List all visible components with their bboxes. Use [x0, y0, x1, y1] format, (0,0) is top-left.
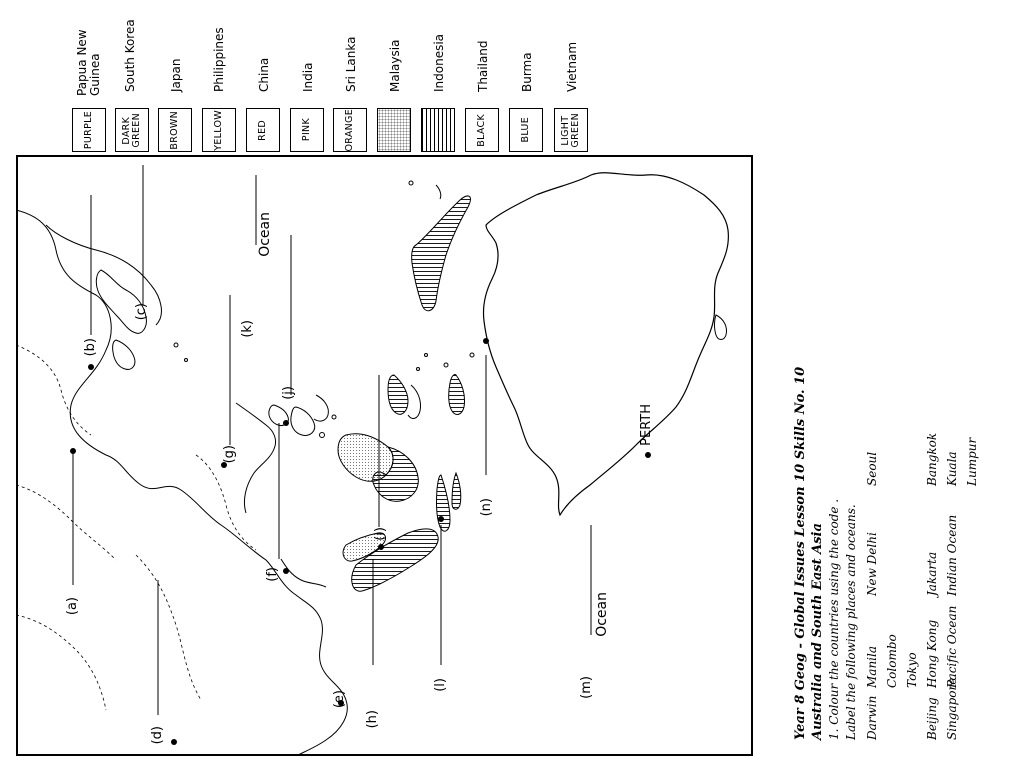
country-label-sri-lanka: Sri Lanka [344, 36, 358, 92]
ocean-label-bottom: Ocean [594, 592, 610, 637]
map-of-australia-and-southeast-asia [16, 155, 753, 756]
place-item: Indian Ocean [945, 514, 959, 596]
timor [452, 473, 461, 509]
map-label-e: (e) [332, 690, 347, 709]
city-dot-b [88, 364, 94, 370]
map-label-l: (l) [433, 678, 448, 692]
map-label-n: (n) [479, 498, 494, 517]
key-box-burma [509, 108, 543, 152]
place-item: Manila Colombo Tokyo [865, 634, 919, 688]
place-item: Jakarta [925, 551, 939, 596]
map-label-j: (j) [281, 386, 296, 400]
java [436, 475, 450, 531]
place-item: Pacific Ocean [945, 605, 959, 688]
australia-continent [483, 173, 728, 515]
city-dot-i [378, 544, 384, 550]
city-dot-j [283, 420, 289, 426]
key-box-south-korea [115, 108, 149, 152]
country-label-japan: Japan [169, 58, 183, 92]
country-label-papua-new-guinea: Papua New Guinea [75, 29, 102, 96]
map-label-c: (c) [134, 303, 149, 321]
country-borders [16, 345, 256, 710]
place-item: Beijing [925, 697, 939, 740]
places-list [862, 380, 982, 740]
country-label-thailand: Thailand [476, 40, 490, 92]
city-dot-d [171, 739, 177, 745]
country-label-philippines: Philippines [212, 27, 226, 92]
key-code-dark-green: DARK GREEN [121, 112, 142, 148]
task-title: Year 8 Geog - Global Issues Lesson 10 Skills No. 10 [793, 366, 808, 740]
task-instruction-1: 1. Colour the countries using the code . [827, 498, 841, 740]
task-subtitle: Australia and South East Asia [810, 523, 825, 740]
ocean-label-top: Ocean [257, 212, 273, 257]
map-label-b: (b) [83, 338, 98, 357]
key-code-blue: BLUE [520, 117, 531, 143]
place-item: Seoul [865, 451, 879, 486]
key-code-pink: PINK [301, 118, 312, 142]
place-item: Darwin [865, 695, 879, 740]
key-box-indonesia [421, 108, 455, 152]
country-label-burma: Burma [520, 52, 534, 92]
map-label-k: (k) [240, 320, 255, 338]
tasmania [715, 315, 727, 340]
map-label-a: (a) [65, 597, 80, 616]
key-box-malaysia [377, 108, 411, 152]
country-label-south-korea: South Korea [123, 19, 137, 92]
eastern-indonesia-islands [388, 353, 474, 418]
key-box-japan [158, 108, 192, 152]
place-item: Bangkok [925, 432, 939, 486]
key-code-orange: ORANGE [344, 108, 355, 152]
key-box-china [246, 108, 280, 152]
key-code-red: RED [257, 119, 268, 141]
city-dot-perth [645, 452, 651, 458]
city-dot-f [283, 568, 289, 574]
asian-mainland [16, 210, 347, 756]
label-leader-lines [73, 165, 594, 715]
map-label-f: (f) [265, 567, 280, 582]
task-instruction-2: Label the following places and oceans. [844, 504, 858, 740]
map-label-d: (d) [150, 726, 165, 745]
map-label-h: (h) [365, 710, 380, 729]
country-label-indonesia: Indonesia [432, 33, 446, 92]
key-box-sri-lanka [333, 108, 367, 152]
country-label-vietnam: Vietnam [565, 41, 579, 92]
perth-label: PERTH [639, 404, 654, 446]
place-item: Singapore [945, 677, 959, 740]
city-dot-l [438, 516, 444, 522]
key-box-thailand [465, 108, 499, 152]
map-label-g: (g) [222, 445, 237, 464]
place-item: Hong Kong [925, 619, 939, 688]
key-box-philippines [202, 108, 236, 152]
place-item: New Delhi [865, 532, 879, 596]
country-label-china: China [257, 57, 271, 92]
task-instructions [792, 366, 982, 740]
key-code-brown: BROWN [169, 110, 180, 150]
key-code-black: BLACK [476, 113, 487, 147]
new-guinea [412, 196, 471, 311]
country-label-india: India [301, 62, 315, 92]
key-box-india [290, 108, 324, 152]
key-box-vietnam [554, 108, 588, 152]
key-box-papua-new-guinea [72, 108, 106, 152]
key-code-light-green: LIGHT GREEN [560, 112, 581, 148]
city-dot-n [483, 338, 489, 344]
place-item: Kuala Lumpur [945, 437, 979, 486]
map-label-m: (m) [579, 676, 594, 699]
map-label-i: (i) [373, 527, 388, 541]
key-code-yellow: YELLOW [213, 109, 224, 151]
key-code-purple: PURPLE [83, 110, 94, 150]
country-label-malaysia: Malaysia [388, 39, 402, 92]
